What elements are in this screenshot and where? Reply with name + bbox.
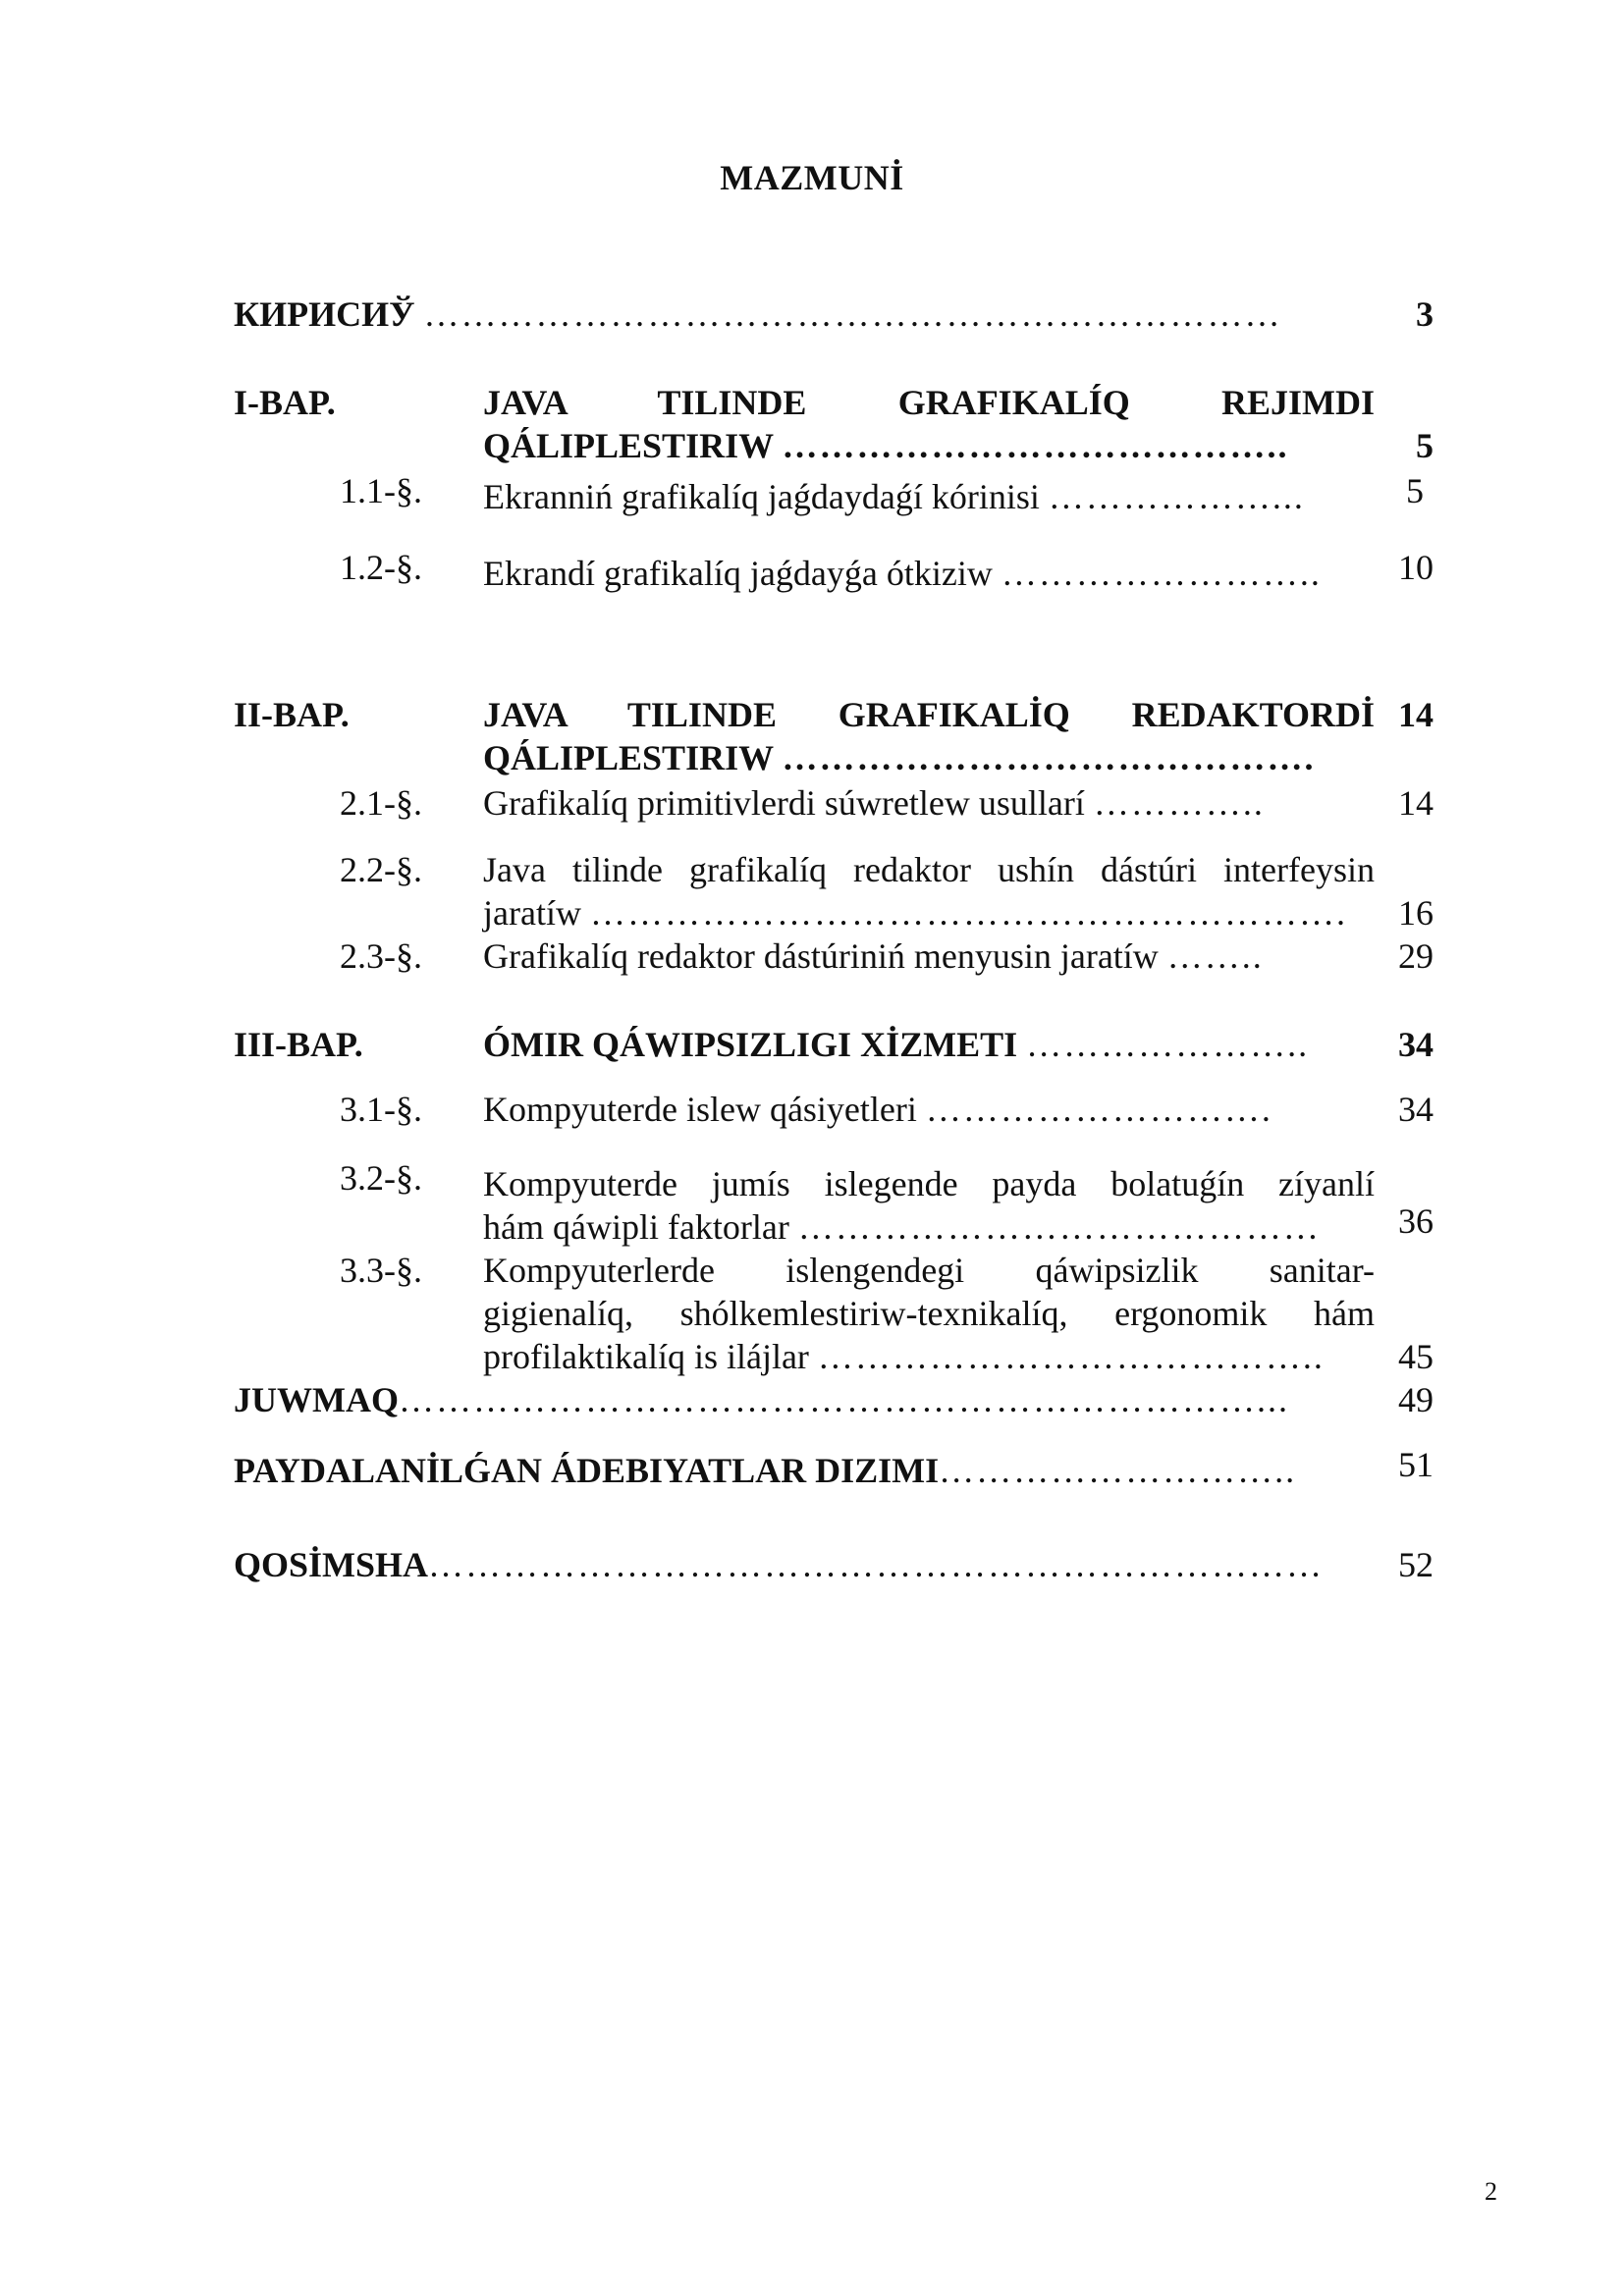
chapter-title-3 bbox=[483, 1023, 1309, 1066]
toc-leader-dots: ……………………………………………………………… bbox=[428, 1545, 1325, 1584]
toc-leader-dots: ………………………. bbox=[925, 1090, 1272, 1129]
toc-entry-juwmaq bbox=[234, 1378, 1289, 1421]
section-num-3-2: 3.2-§. bbox=[340, 1158, 422, 1198]
section-title-2-2-line2 bbox=[483, 891, 1347, 934]
section-title-text: Ekrandí grafikalíq jaǵdayǵa ótkiziw bbox=[483, 554, 993, 593]
section-title-2-3 bbox=[483, 934, 1264, 978]
toc-leader-dots: …….. bbox=[1166, 936, 1264, 976]
toc-entry-qosimsha bbox=[234, 1543, 1324, 1586]
section-title-2-2-line1: Java tilinde grafikalíq redaktor ushín dástúri interfeysin bbox=[483, 850, 1375, 889]
toc-page-bap3: 34 bbox=[1398, 1025, 1434, 1064]
toc-entry-kirisiw bbox=[234, 293, 1282, 336]
chapter-title-1-line2 bbox=[483, 424, 1288, 467]
toc-leader-dots: …………………….. bbox=[1001, 554, 1322, 593]
toc-leader-dots: ……………………………………………………. bbox=[589, 893, 1347, 933]
toc-leader-dots: ……………………….. bbox=[939, 1451, 1297, 1490]
chapter-title-text: QÁLIPLESTIRIW bbox=[483, 426, 774, 465]
toc-leader-dots: ………….. bbox=[1093, 783, 1265, 823]
toc-page-juwmaq: 49 bbox=[1398, 1380, 1434, 1419]
toc-page-2-2: 16 bbox=[1398, 893, 1434, 933]
section-title-3-3-line3 bbox=[483, 1335, 1325, 1378]
section-num-2-2: 2.2-§. bbox=[340, 850, 422, 889]
toc-page-bap1: 5 bbox=[1416, 426, 1434, 465]
section-title-text: Grafikalíq redaktor dástúriniń menyusin jaratíw bbox=[483, 936, 1159, 976]
chapter-title-text: QÁLIPLESTIRIW bbox=[483, 738, 774, 777]
section-title-text: Ekranniń grafikalíq jaǵdaydaǵí kórinisi bbox=[483, 477, 1040, 516]
toc-page-bap2: 14 bbox=[1398, 695, 1434, 734]
toc-leader-dots: …………………………………………………………… bbox=[423, 294, 1282, 334]
toc-page-kirisiw: 3 bbox=[1416, 294, 1434, 334]
section-title-text: hám qáwipli faktorlar bbox=[483, 1207, 789, 1247]
toc-leader-dots: ………………….. bbox=[1026, 1025, 1310, 1064]
chapter-title-2-line2 bbox=[483, 736, 1315, 779]
page-title: MAZMUNİ bbox=[720, 158, 904, 197]
page-number: 2 bbox=[1485, 2177, 1497, 2206]
toc-label: PAYDALANİLǴAN ÁDEBIYATLAR DIZIMI bbox=[234, 1451, 940, 1490]
toc-page-3-2: 36 bbox=[1398, 1201, 1434, 1241]
section-title-text: profilaktikalíq is ilájlar bbox=[483, 1337, 809, 1376]
section-title-1-1 bbox=[483, 475, 1305, 518]
toc-entry-adebiyat bbox=[234, 1449, 1296, 1492]
toc-page-qosimsha: 52 bbox=[1398, 1545, 1434, 1584]
toc-page-1-2: 10 bbox=[1398, 548, 1434, 587]
toc-leader-dots: ……………………………………………………………... bbox=[398, 1380, 1289, 1419]
section-title-text: Kompyuterde islew qásiyetleri bbox=[483, 1090, 917, 1129]
chapter-title-text: ÓMIR QÁWIPSIZLIGI XİZMETI bbox=[483, 1025, 1018, 1064]
section-num-3-3: 3.3-§. bbox=[340, 1251, 422, 1290]
section-num-1-2: 1.2-§. bbox=[340, 548, 422, 587]
section-title-text: Grafikalíq primitivlerdi súwretlew usullarí bbox=[483, 783, 1085, 823]
toc-leader-dots: …………………………………… bbox=[797, 1207, 1321, 1247]
toc-page-2-3: 29 bbox=[1398, 936, 1434, 976]
section-title-2-1 bbox=[483, 781, 1265, 825]
section-title-3-3-line2: gigienalíq, shólkemlestiriw-texnikalíq, ergonomik hám bbox=[483, 1294, 1375, 1333]
section-title-3-2-line2 bbox=[483, 1205, 1321, 1249]
toc-label: QOSİMSHA bbox=[234, 1545, 429, 1584]
chapter-label-3: III-BAP. bbox=[234, 1025, 363, 1064]
section-title-3-3-line1: Kompyuterlerde islengendegi qáwipsizlik sanitar- bbox=[483, 1251, 1375, 1290]
toc-page-3-3: 45 bbox=[1398, 1337, 1434, 1376]
chapter-title-2-line1: JAVA TILINDE GRAFIKALİQ REDAKTORDİ bbox=[483, 695, 1375, 734]
toc-page-2-1: 14 bbox=[1398, 783, 1434, 823]
toc-leader-dots: ……………………………………. bbox=[782, 738, 1316, 777]
toc-page-1-1: 5 bbox=[1406, 471, 1424, 510]
section-title-1-2 bbox=[483, 552, 1322, 595]
toc-page-3-1: 34 bbox=[1398, 1090, 1434, 1129]
section-num-2-3: 2.3-§. bbox=[340, 936, 422, 976]
section-title-text: jaratíw bbox=[483, 893, 581, 933]
toc-leader-dots: ………………………………….. bbox=[817, 1337, 1325, 1376]
chapter-title-1-line1: JAVA TILINDE GRAFIKALÍQ REJIMDI bbox=[483, 383, 1375, 422]
section-num-1-1: 1.1-§. bbox=[340, 471, 422, 510]
section-title-3-1 bbox=[483, 1088, 1272, 1131]
chapter-label-1: I-BAP. bbox=[234, 383, 336, 422]
section-title-3-2-line1: Kompyuterde jumís islegende payda bolatuǵín zíyanlí bbox=[483, 1164, 1375, 1203]
toc-page-adebiyat: 51 bbox=[1398, 1445, 1434, 1484]
section-num-3-1: 3.1-§. bbox=[340, 1090, 422, 1129]
chapter-label-2: II-BAP. bbox=[234, 695, 350, 734]
toc-label: JUWMAQ bbox=[234, 1380, 399, 1419]
toc-leader-dots: ………………………………….. bbox=[782, 426, 1289, 465]
toc-label: КИРИСИЎ bbox=[234, 294, 415, 334]
section-num-2-1: 2.1-§. bbox=[340, 783, 422, 823]
toc-leader-dots: ………………... bbox=[1048, 477, 1305, 516]
